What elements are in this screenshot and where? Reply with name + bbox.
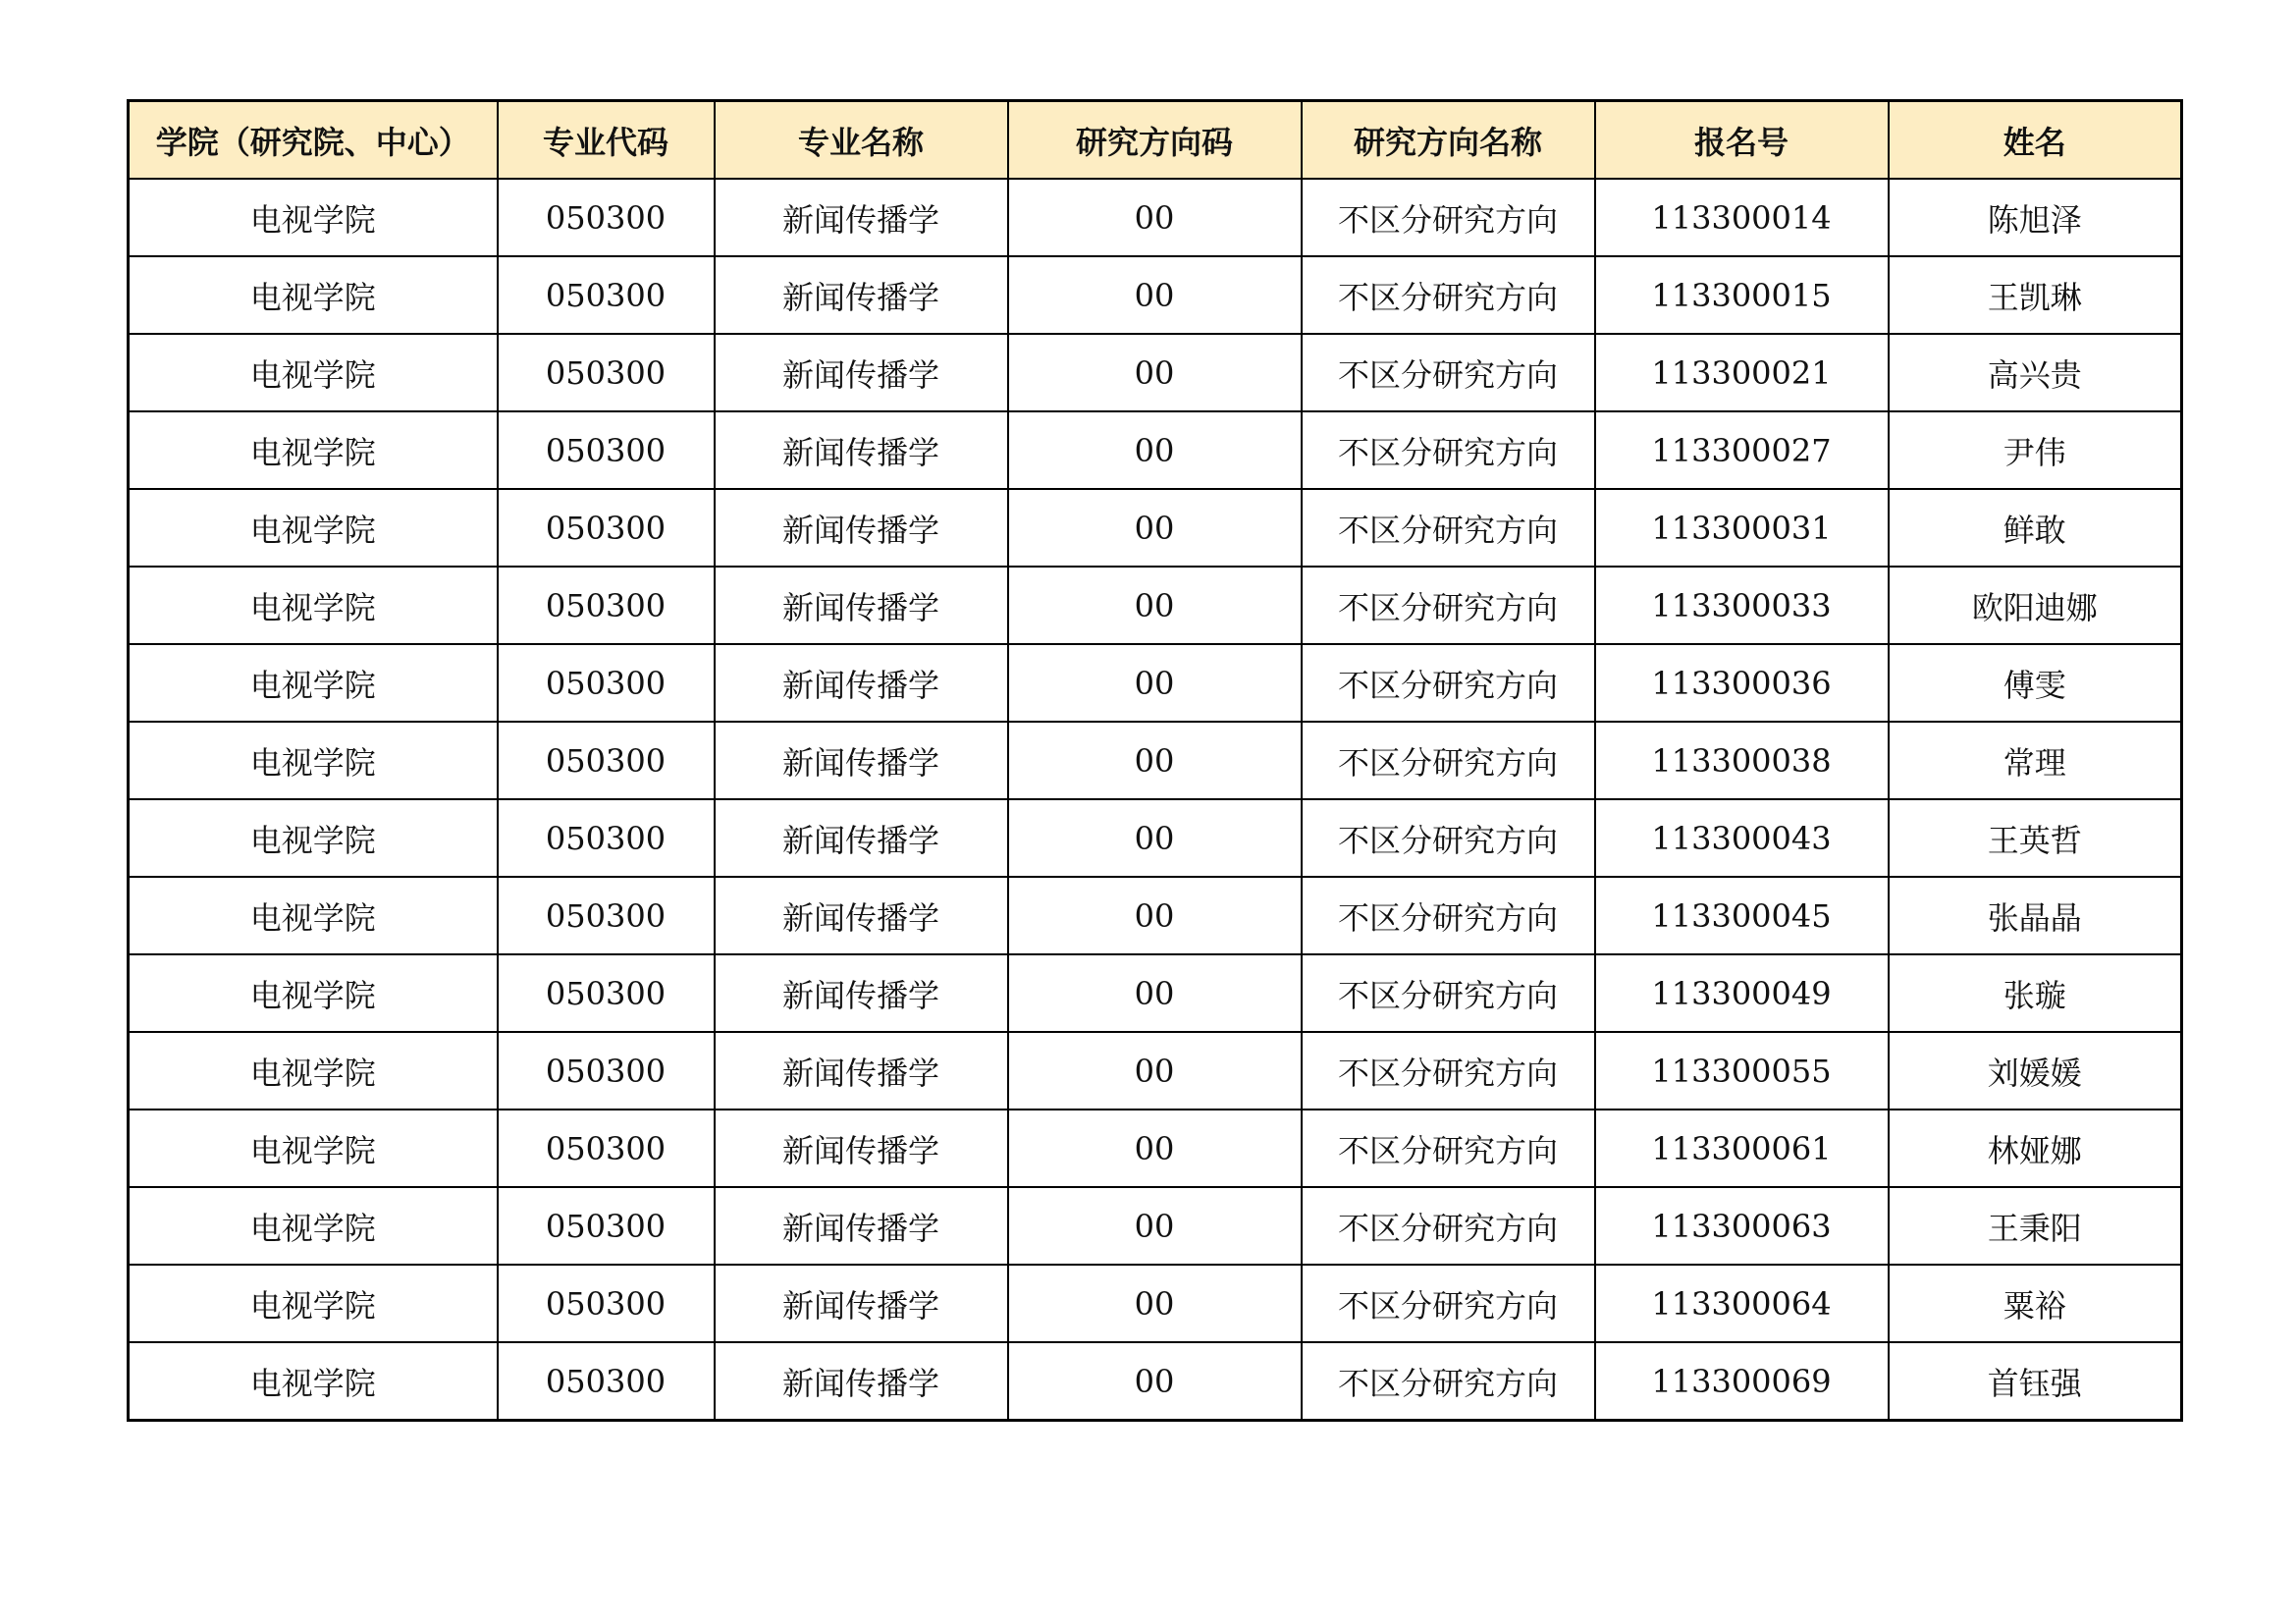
cell-major-code: 050300 [498,1110,715,1187]
cell-major-code: 050300 [498,1187,715,1265]
cell-direction-code: 00 [1008,334,1302,411]
cell-direction-code: 00 [1008,1032,1302,1110]
header-registration-number: 报名号 [1595,101,1889,180]
cell-name: 常理 [1889,722,2182,799]
cell-direction-name: 不区分研究方向 [1302,1032,1595,1110]
cell-direction-name: 不区分研究方向 [1302,567,1595,644]
cell-name: 欧阳迪娜 [1889,567,2182,644]
table-row [129,334,2182,411]
cell-college: 电视学院 [129,334,498,411]
cell-college: 电视学院 [129,256,498,334]
cell-direction-code: 00 [1008,954,1302,1032]
cell-direction-code: 00 [1008,722,1302,799]
cell-major-code: 050300 [498,179,715,256]
cell-major-code: 050300 [498,954,715,1032]
cell-major-name: 新闻传播学 [715,877,1008,954]
cell-direction-code: 00 [1008,567,1302,644]
cell-name: 傅雯 [1889,644,2182,722]
cell-registration-number: 113300069 [1595,1342,1889,1421]
admission-list-sheet [127,99,2180,1422]
cell-major-code: 050300 [498,567,715,644]
table-row [129,179,2182,256]
cell-registration-number: 113300014 [1595,179,1889,256]
cell-name: 陈旭泽 [1889,179,2182,256]
cell-major-name: 新闻传播学 [715,411,1008,489]
cell-college: 电视学院 [129,567,498,644]
cell-direction-code: 00 [1008,644,1302,722]
cell-major-code: 050300 [498,722,715,799]
cell-direction-name: 不区分研究方向 [1302,1187,1595,1265]
cell-name: 王秉阳 [1889,1187,2182,1265]
table-row [129,1265,2182,1342]
cell-direction-code: 00 [1008,877,1302,954]
cell-major-name: 新闻传播学 [715,567,1008,644]
cell-registration-number: 113300055 [1595,1032,1889,1110]
cell-direction-name: 不区分研究方向 [1302,334,1595,411]
cell-direction-name: 不区分研究方向 [1302,489,1595,567]
table-row [129,877,2182,954]
cell-college: 电视学院 [129,954,498,1032]
cell-major-name: 新闻传播学 [715,334,1008,411]
cell-name: 张璇 [1889,954,2182,1032]
cell-college: 电视学院 [129,1187,498,1265]
table-row [129,411,2182,489]
admission-table [127,99,2183,1422]
table-row [129,1032,2182,1110]
header-college: 学院（研究院、中心） [129,101,498,180]
cell-college: 电视学院 [129,877,498,954]
cell-major-name: 新闻传播学 [715,799,1008,877]
cell-major-name: 新闻传播学 [715,256,1008,334]
cell-registration-number: 113300027 [1595,411,1889,489]
cell-college: 电视学院 [129,1265,498,1342]
header-major-name: 专业名称 [715,101,1008,180]
cell-direction-code: 00 [1008,489,1302,567]
cell-major-code: 050300 [498,1342,715,1421]
cell-college: 电视学院 [129,179,498,256]
cell-major-name: 新闻传播学 [715,644,1008,722]
cell-direction-code: 00 [1008,1342,1302,1421]
cell-direction-name: 不区分研究方向 [1302,1342,1595,1421]
cell-registration-number: 113300063 [1595,1187,1889,1265]
cell-direction-name: 不区分研究方向 [1302,179,1595,256]
cell-major-name: 新闻传播学 [715,1265,1008,1342]
cell-name: 粟裕 [1889,1265,2182,1342]
cell-major-code: 050300 [498,256,715,334]
cell-major-name: 新闻传播学 [715,1187,1008,1265]
cell-name: 张晶晶 [1889,877,2182,954]
cell-major-code: 050300 [498,799,715,877]
cell-name: 尹伟 [1889,411,2182,489]
cell-major-name: 新闻传播学 [715,179,1008,256]
cell-direction-code: 00 [1008,1110,1302,1187]
cell-registration-number: 113300038 [1595,722,1889,799]
table-row [129,489,2182,567]
header-major-code: 专业代码 [498,101,715,180]
cell-name: 林娅娜 [1889,1110,2182,1187]
cell-major-code: 050300 [498,1265,715,1342]
cell-major-name: 新闻传播学 [715,1032,1008,1110]
cell-registration-number: 113300031 [1595,489,1889,567]
header-name: 姓名 [1889,101,2182,180]
cell-registration-number: 113300043 [1595,799,1889,877]
table-row [129,567,2182,644]
cell-name: 首钰强 [1889,1342,2182,1421]
cell-registration-number: 113300033 [1595,567,1889,644]
cell-college: 电视学院 [129,722,498,799]
cell-major-name: 新闻传播学 [715,954,1008,1032]
cell-direction-code: 00 [1008,411,1302,489]
cell-registration-number: 113300064 [1595,1265,1889,1342]
header-direction-code: 研究方向码 [1008,101,1302,180]
cell-major-code: 050300 [498,877,715,954]
cell-registration-number: 113300036 [1595,644,1889,722]
cell-major-name: 新闻传播学 [715,1110,1008,1187]
cell-major-name: 新闻传播学 [715,489,1008,567]
cell-major-code: 050300 [498,1032,715,1110]
cell-college: 电视学院 [129,489,498,567]
cell-name: 鲜敢 [1889,489,2182,567]
table-header-row [129,101,2182,180]
cell-direction-code: 00 [1008,1265,1302,1342]
cell-major-code: 050300 [498,489,715,567]
cell-major-name: 新闻传播学 [715,722,1008,799]
cell-major-code: 050300 [498,411,715,489]
cell-name: 高兴贵 [1889,334,2182,411]
cell-major-code: 050300 [498,644,715,722]
cell-registration-number: 113300015 [1595,256,1889,334]
cell-direction-name: 不区分研究方向 [1302,1265,1595,1342]
cell-name: 刘媛媛 [1889,1032,2182,1110]
cell-direction-name: 不区分研究方向 [1302,1110,1595,1187]
cell-direction-name: 不区分研究方向 [1302,722,1595,799]
header-direction-name: 研究方向名称 [1302,101,1595,180]
cell-direction-code: 00 [1008,256,1302,334]
cell-registration-number: 113300021 [1595,334,1889,411]
cell-college: 电视学院 [129,644,498,722]
table-row [129,954,2182,1032]
cell-direction-code: 00 [1008,179,1302,256]
table-row [129,1342,2182,1421]
cell-direction-name: 不区分研究方向 [1302,411,1595,489]
table-row [129,722,2182,799]
cell-registration-number: 113300045 [1595,877,1889,954]
table-row [129,644,2182,722]
table-row [129,799,2182,877]
cell-direction-name: 不区分研究方向 [1302,644,1595,722]
cell-college: 电视学院 [129,799,498,877]
cell-college: 电视学院 [129,411,498,489]
cell-direction-name: 不区分研究方向 [1302,799,1595,877]
cell-name: 王凯琳 [1889,256,2182,334]
cell-registration-number: 113300049 [1595,954,1889,1032]
cell-direction-code: 00 [1008,1187,1302,1265]
table-row [129,1187,2182,1265]
table-row [129,256,2182,334]
cell-direction-name: 不区分研究方向 [1302,877,1595,954]
cell-college: 电视学院 [129,1110,498,1187]
table-row [129,1110,2182,1187]
cell-college: 电视学院 [129,1342,498,1421]
cell-major-name: 新闻传播学 [715,1342,1008,1421]
cell-direction-name: 不区分研究方向 [1302,256,1595,334]
table-body [129,179,2182,1421]
cell-direction-name: 不区分研究方向 [1302,954,1595,1032]
cell-registration-number: 113300061 [1595,1110,1889,1187]
cell-direction-code: 00 [1008,799,1302,877]
cell-major-code: 050300 [498,334,715,411]
cell-name: 王英哲 [1889,799,2182,877]
cell-college: 电视学院 [129,1032,498,1110]
